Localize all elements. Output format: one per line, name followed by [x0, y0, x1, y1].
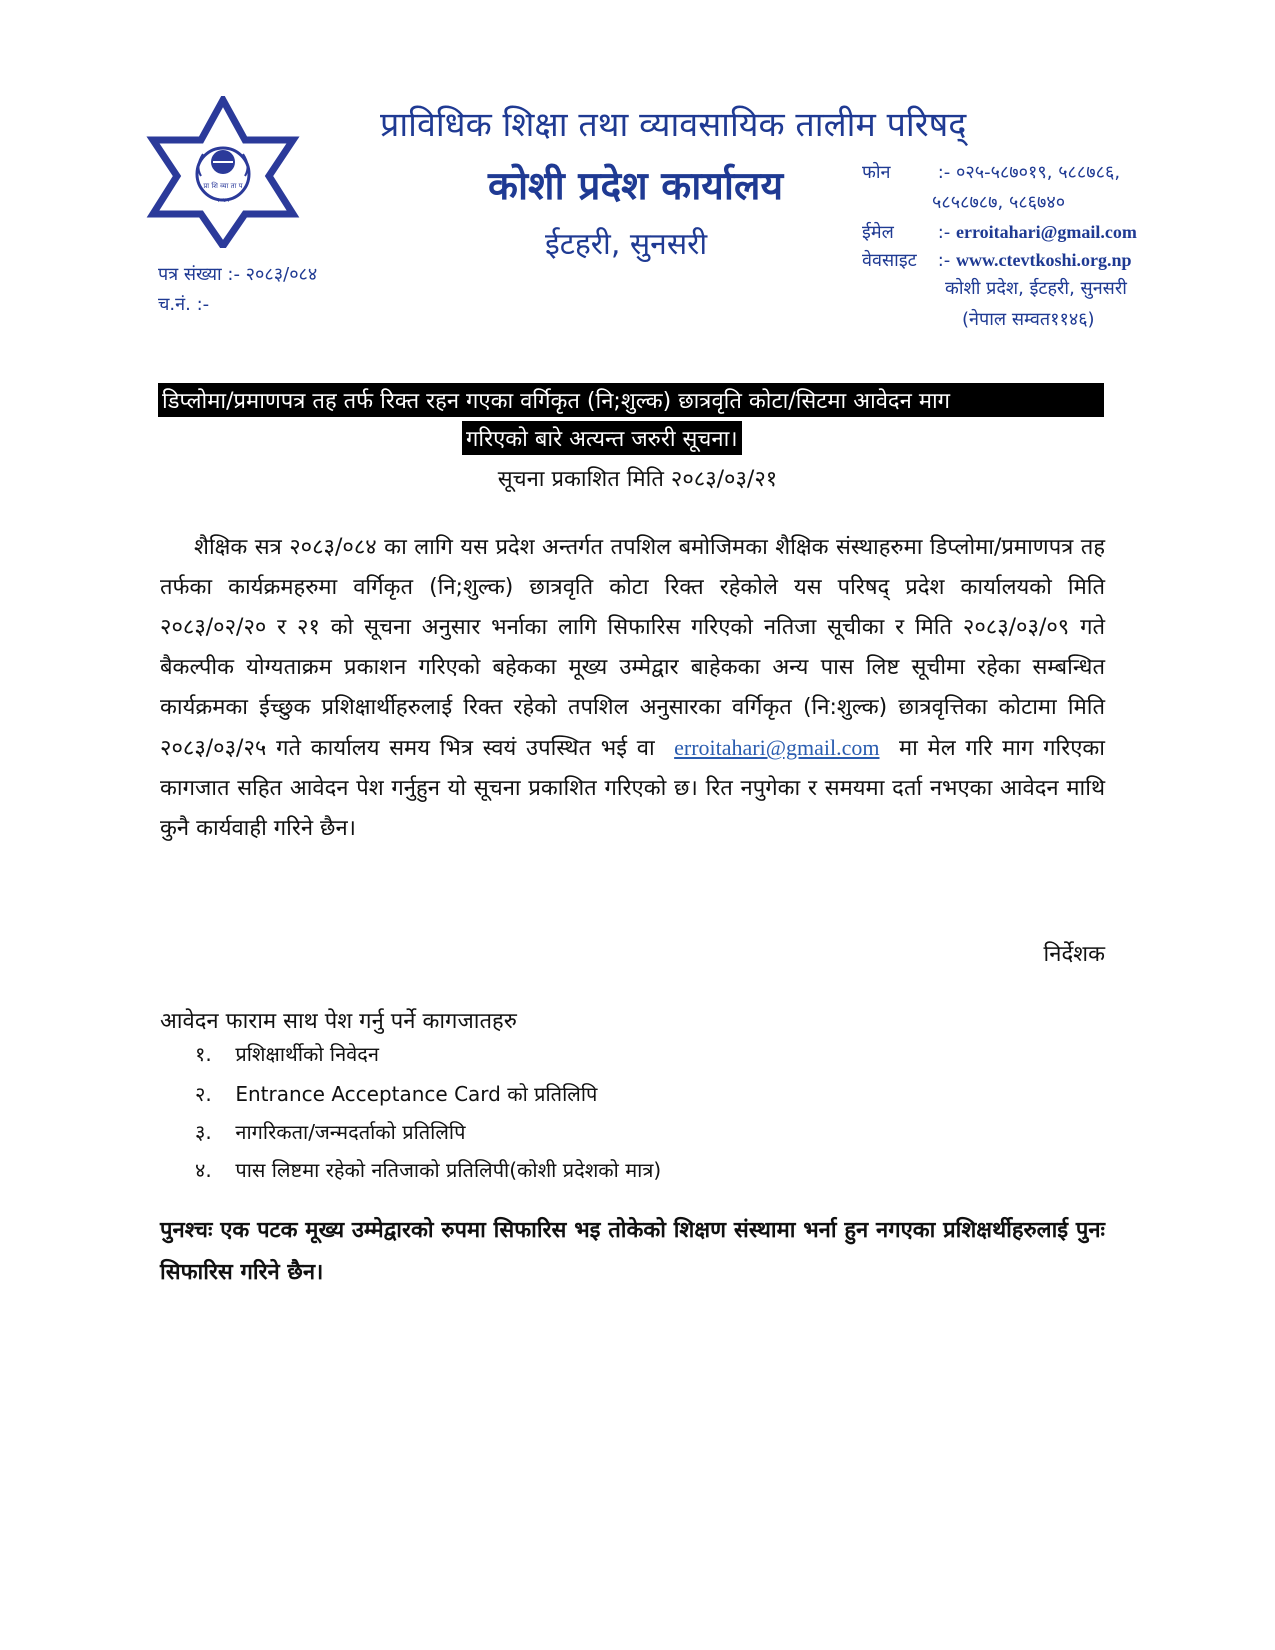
website-label: वेवसाइट: [862, 250, 917, 271]
signatory: निर्देशक: [1043, 942, 1105, 967]
document-number: १.: [195, 1042, 212, 1066]
documents-heading: आवेदन फाराम साथ पेश गर्नु पर्ने कागजातहरु: [160, 1009, 517, 1034]
document-text: नागरिकता/जन्मदर्ताको प्रतिलिपि: [235, 1120, 466, 1144]
notice-title-line-2: गरिएको बारे अत्यन्त जरुरी सूचना।: [462, 421, 742, 455]
email-address[interactable]: erroitahari@gmail.com: [956, 222, 1137, 242]
document-item: [195, 1040, 379, 1067]
website-separator: :-: [937, 250, 951, 271]
org-name: प्राविधिक शिक्षा तथा व्यावसायिक तालीम परिषद्: [380, 105, 967, 145]
notice-body: [160, 528, 1105, 849]
phone-numbers-1: :- ०२५-५८७०१९, ५८८७८६,: [937, 162, 1121, 183]
document-item: [195, 1156, 661, 1183]
document-number: २.: [195, 1082, 212, 1106]
email-label: ईमेल: [862, 222, 894, 243]
document-item: [195, 1080, 597, 1107]
website-row: [862, 248, 1132, 272]
ctevt-star-emblem-icon: [143, 96, 303, 248]
notice-title-line-1: डिप्लोमा/प्रमाणपत्र तह तर्फ रिक्त रहन गएका वर्गिकृत (नि;शुल्क) छात्रवृति कोटा/सिटमा आवेदन माग: [158, 383, 1104, 417]
phone-row: [862, 160, 1120, 184]
phone-numbers-2: ५८५८७८७, ५८६७४०: [932, 192, 1066, 213]
document-text: पास लिष्टमा रहेको नतिजाको प्रतिलिपी(कोशी प्रदेशको मात्र): [235, 1158, 662, 1182]
office-name: कोशी प्रदेश कार्यालय: [488, 164, 784, 209]
letter-number: पत्र संख्या :- २०८३/०८४: [158, 264, 318, 285]
document-text: Entrance Acceptance Card को प्रतिलिपि: [235, 1082, 598, 1106]
notice-body-part-2: मा मेल गरि माग गरिएका कागजात सहित आवेदन पेश गर्नुहुन यो सूचना प्रकाशित गरिएको छ। रित नपुगेका र समयमा दर्ता नभएका आवेदन माथि कुनै कार्यवाही गरिने छैन।: [160, 736, 1105, 841]
document-number: ३.: [195, 1120, 212, 1144]
notice-email-link[interactable]: erroitahari@gmail.com: [674, 735, 880, 760]
postscript: पुनश्चः एक पटक मूख्य उम्मेद्वारको रुपमा सिफारिस भइ तोकेको शिक्षण संस्थामा भर्ना हुन नगएका प्रशिक्षर्थीहरुलाई पुनः सिफारिस गरिने छैन।: [160, 1218, 1105, 1285]
office-address: कोशी प्रदेश, ईटहरी, सुनसरी: [945, 278, 1127, 299]
nepal-sambat: (नेपाल सम्वत११४६): [962, 309, 1095, 330]
dispatch-number: च.नं. :-: [158, 294, 210, 315]
email-separator: :-: [937, 222, 951, 243]
document-text: प्रशिक्षार्थीको निवेदन: [235, 1042, 380, 1066]
emblem-year: २०४५: [216, 197, 230, 204]
phone-label: फोन: [862, 162, 891, 183]
website-address[interactable]: www.ctevtkoshi.org.np: [956, 250, 1132, 270]
emblem-text: प्रा शि व्या ता प: [203, 182, 243, 190]
document-number: ४.: [195, 1158, 212, 1182]
notice-body-part-1: शैक्षिक सत्र २०८३/०८४ का लागि यस प्रदेश अन्तर्गत तपशिल बमोजिमका शैक्षिक संस्थाहरुमा डिप्लोमा/प्रमाणपत्र तह तर्फका कार्यक्रमहरुमा वर्गिकृत (नि;शुल्क) छात्रवृति कोटा रिक्त रहेकोले यस परिषद् प्रदेश कार्यालयको मिति २०८३/०२/२० र २१ को सूचना अनुसार भर्नाका लागि सिफारिस गरिएको नतिजा सूचीका र मिति २०८३/०३/०९ गते बैकल्पीक योग्यताक्रम प्रकाशन गरिएको बहेकका मूख्य उम्मेद्वार बाहेकका अन्य पास लिष्ट सूचीमा रहेका सम्बन्धित कार्यक्रमका ईच्छुक प्रशिक्षार्थीहरुलाई रिक्त रहेको तपशिल अनुसारका वर्गिकृत (नि:शुल्क) छात्रवृत्तिका कोटामा मिति २०८३/०३/२५ गते कार्यालय समय भित्र स्वयं उपस्थित भई वा: [160, 535, 1105, 761]
email-row: [862, 220, 1137, 244]
published-date: सूचना प्रकाशित मिति २०८३/०३/२१: [497, 467, 778, 492]
document-item: [195, 1118, 465, 1145]
office-location: ईटहरी, सुनसरी: [545, 227, 708, 262]
